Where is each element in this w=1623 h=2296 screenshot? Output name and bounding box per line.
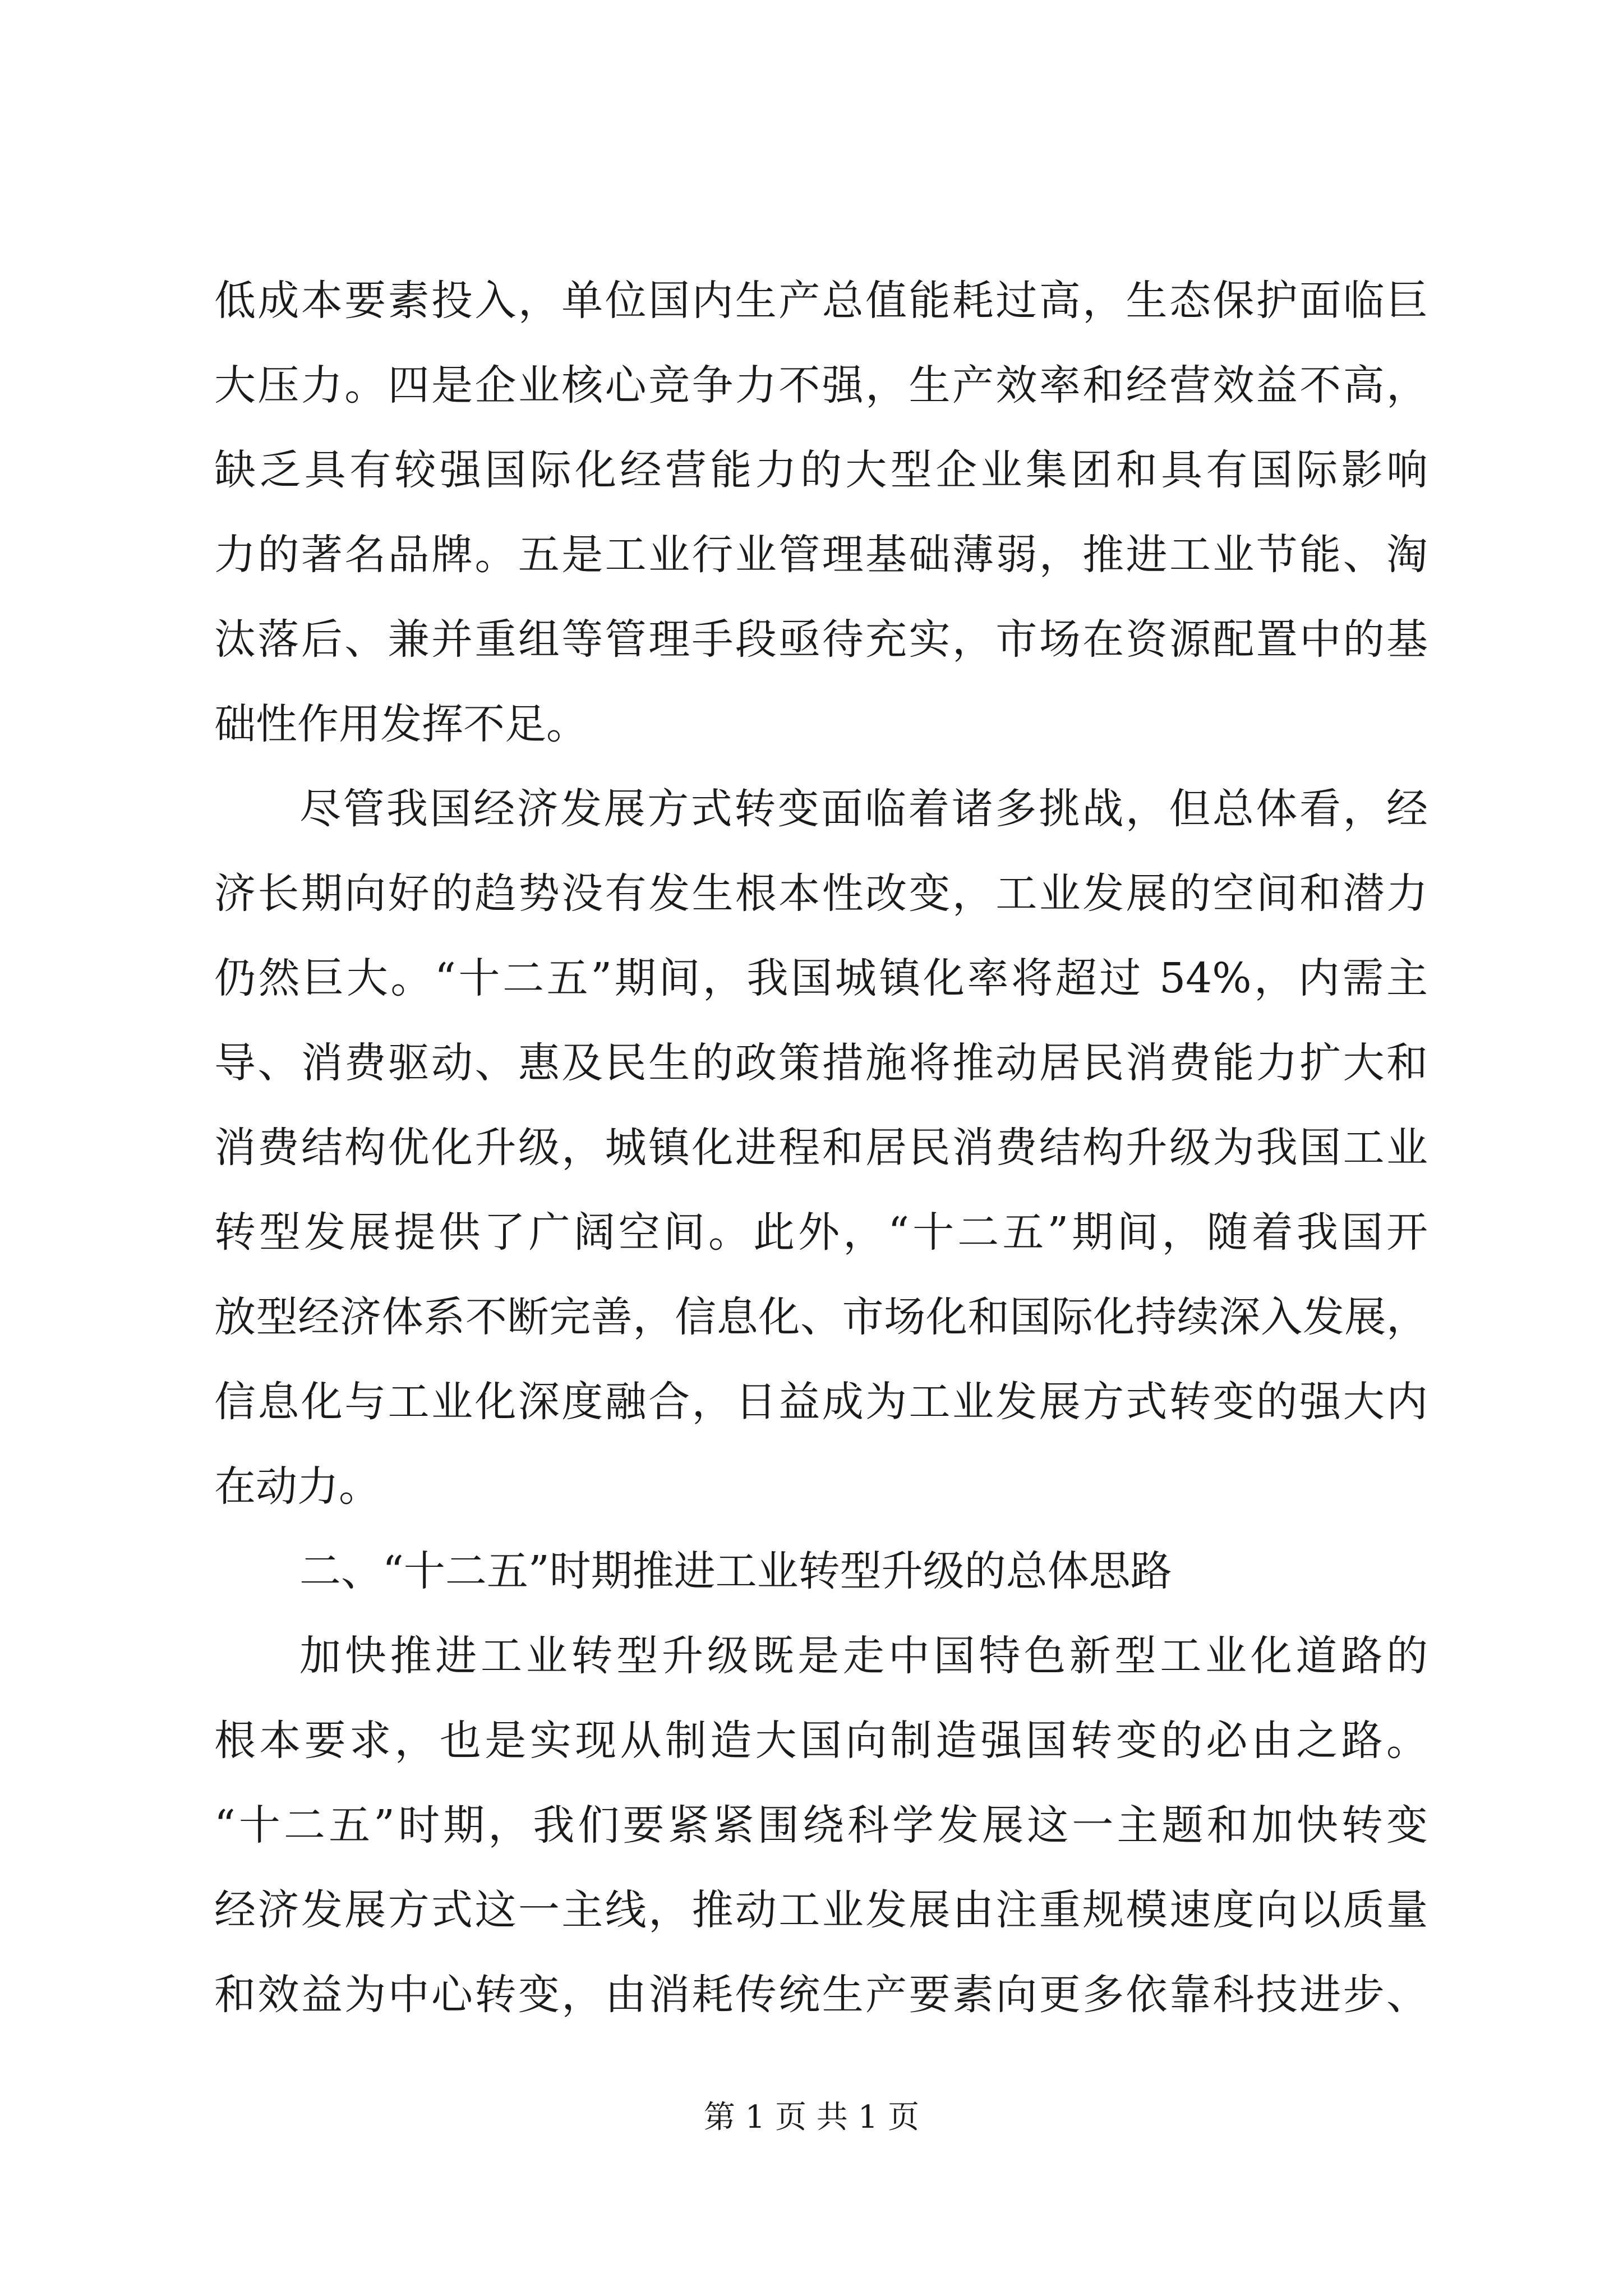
text-line: 根本要求，也是实现从制造大国向制造强国转变的必由之路。	[214, 1717, 1428, 1765]
paragraph-first-line: 加快推进工业转型升级既是走中国特色新型工业化道路的	[299, 1632, 1428, 1680]
text-line: 放型经济体系不断完善，信息化、市场化和国际化持续深入发展，	[214, 1293, 1428, 1341]
section-heading: 二、“十二五”时期推进工业转型升级的总体思路	[299, 1547, 1172, 1595]
text-line: 转型发展提供了广阔空间。此外，“十二五”期间，随着我国开	[214, 1208, 1428, 1257]
text-line: 汰落后、兼并重组等管理手段亟待充实，市场在资源配置中的基	[214, 615, 1428, 664]
text-line: 大压力。四是企业核心竞争力不强，生产效率和经营效益不高，	[214, 361, 1428, 409]
text-line: 低成本要素投入，单位国内生产总值能耗过高，生态保护面临巨	[214, 277, 1428, 325]
text-line: 仍然巨大。“十二五”期间，我国城镇化率将超过 54%，内需主	[214, 954, 1428, 1002]
text-line: 信息化与工业化深度融合，日益成为工业发展方式转变的强大内	[214, 1378, 1428, 1426]
page-footer: 第 1 页 共 1 页	[703, 2099, 920, 2136]
text-line: 济长期向好的趋势没有发生根本性改变，工业发展的空间和潜力	[214, 869, 1428, 918]
text-line: 础性作用发挥不足。	[214, 700, 588, 748]
text-line: 经济发展方式这一主线，推动工业发展由注重规模速度向以质量	[214, 1886, 1428, 1934]
text-line: 在动力。	[214, 1462, 380, 1511]
text-line: 缺乏具有较强国际化经营能力的大型企业集团和具有国际影响	[214, 446, 1428, 494]
text-line: 消费结构优化升级，城镇化进程和居民消费结构升级为我国工业	[214, 1124, 1428, 1172]
paragraph-first-line: 尽管我国经济发展方式转变面临着诸多挑战，但总体看，经	[299, 785, 1428, 833]
text-line: 导、消费驱动、惠及民生的政策措施将推动居民消费能力扩大和	[214, 1039, 1428, 1087]
text-line: “十二五”时期，我们要紧紧围绕科学发展这一主题和加快转变	[214, 1801, 1428, 1849]
text-line: 和效益为中心转变，由消耗传统生产要素向更多依靠科技进步、	[214, 1971, 1428, 2019]
text-line: 力的著名品牌。五是工业行业管理基础薄弱，推进工业节能、淘	[214, 531, 1428, 579]
